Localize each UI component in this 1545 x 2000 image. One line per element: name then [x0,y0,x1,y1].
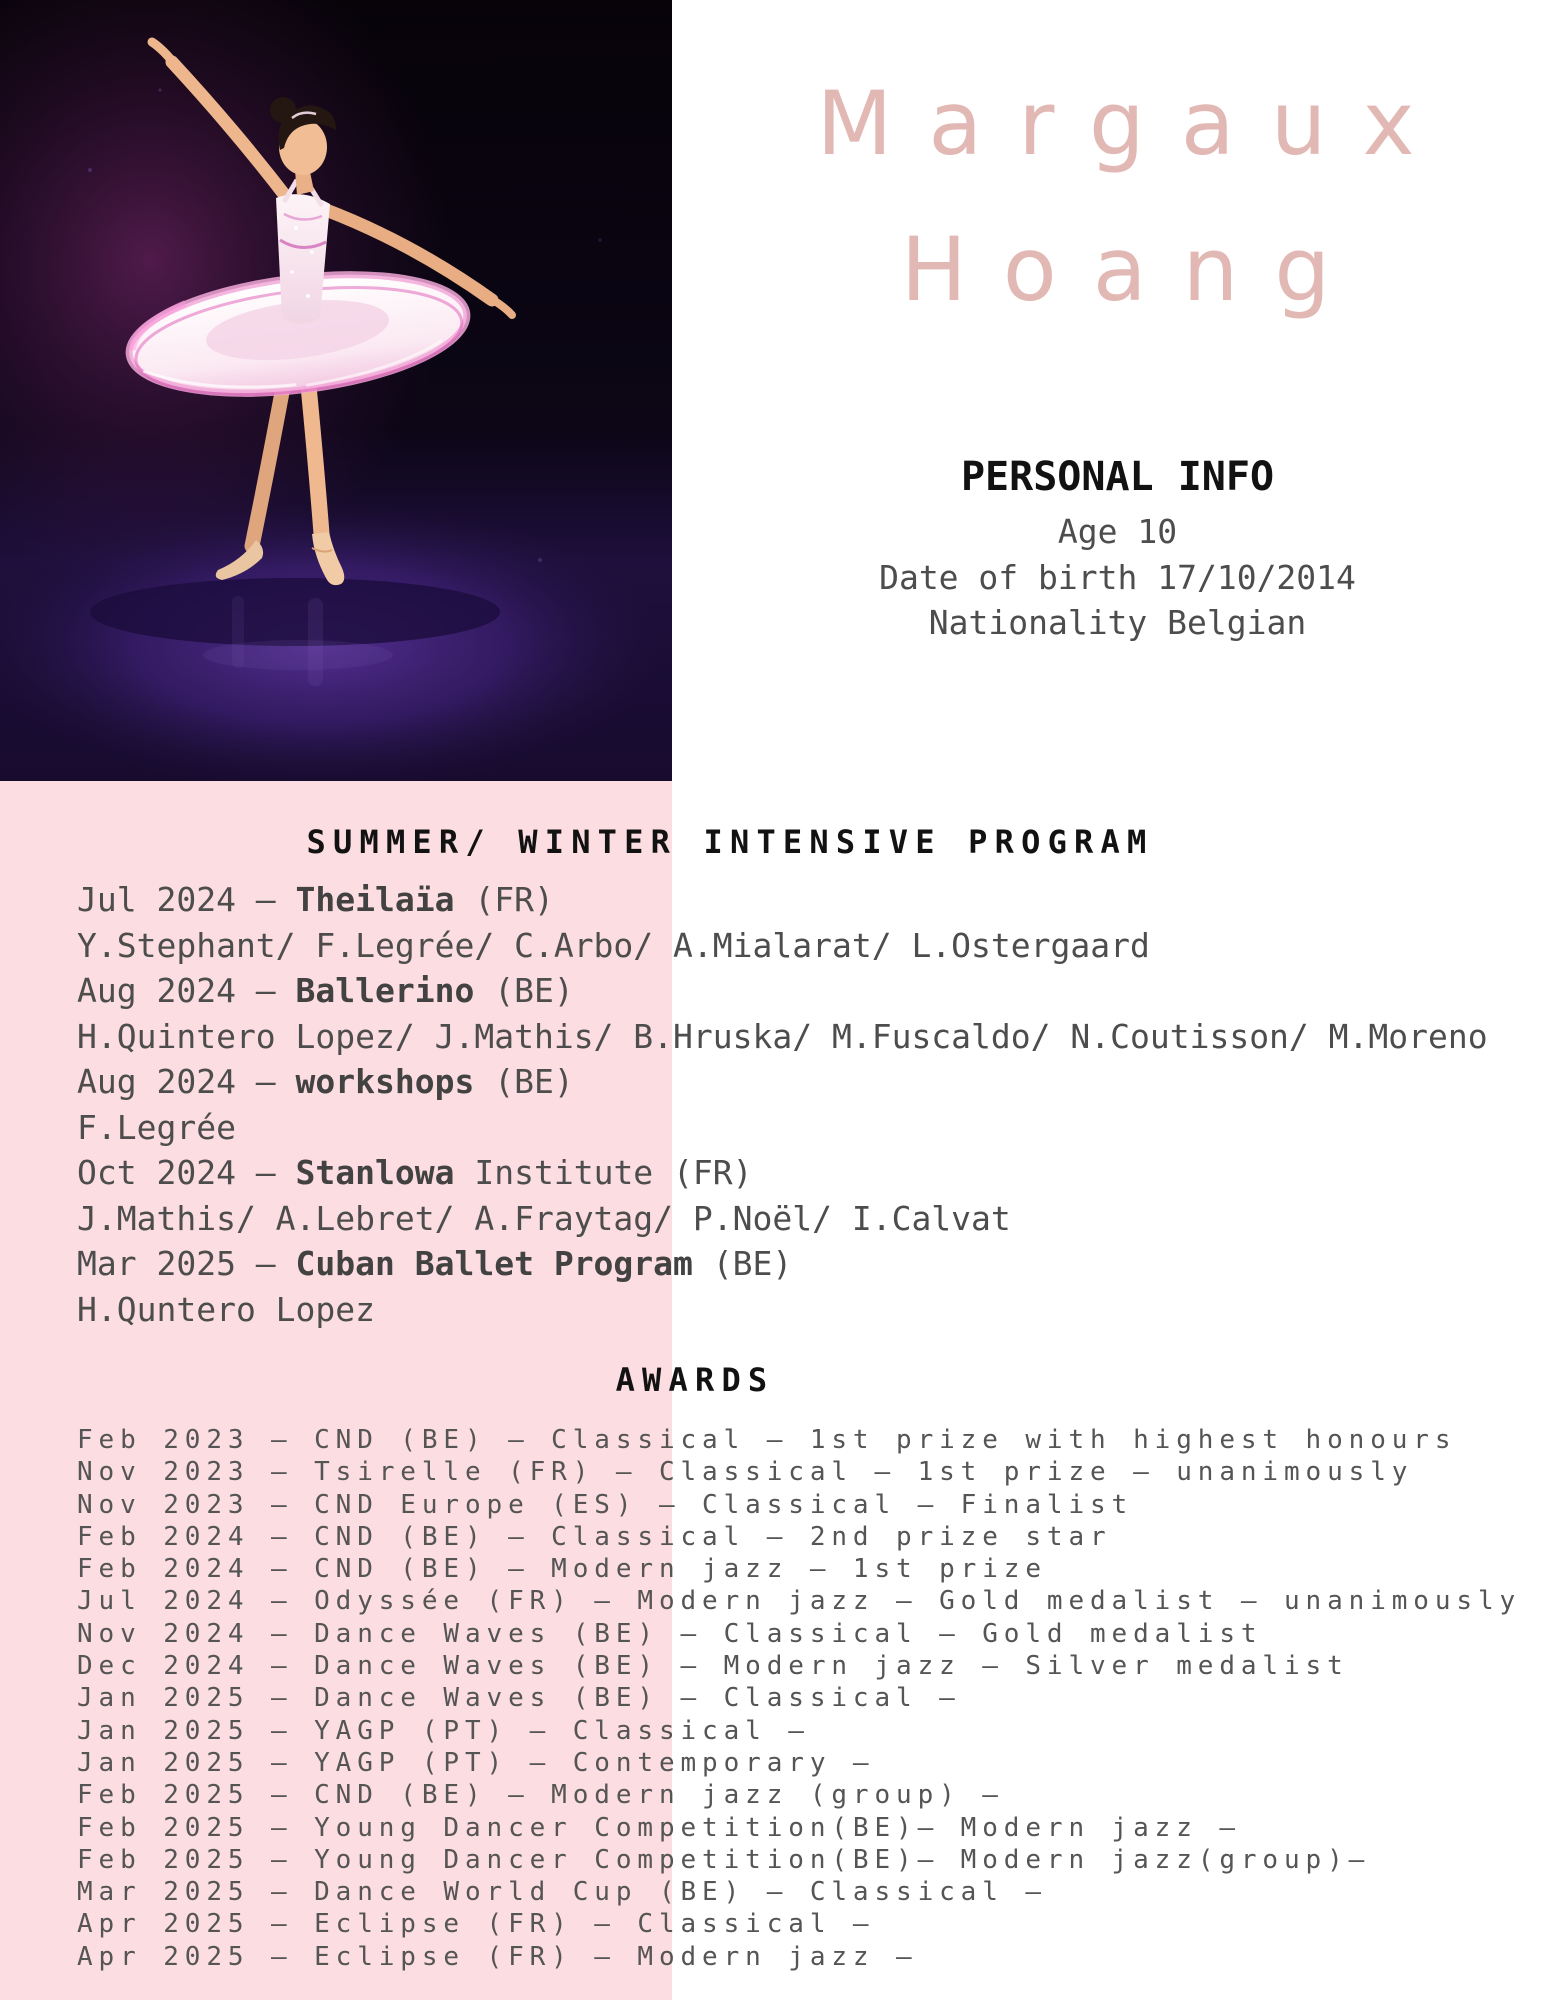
program-teachers: H.Quintero Lopez/ J.Mathis/ B.Hruska/ M.Fuscaldo/ N.Coutisson/ M.Moreno [77,1016,1488,1056]
ballerina-photo [0,0,672,781]
award-entry: Feb 2025 – Young Dancer Competition(BE)– Modern jazz – [77,1812,1241,1843]
program-entry: Oct 2024 – Stanlowa Institute (FR) [77,1153,753,1192]
award-entry: Mar 2025 – Dance World Cup (BE) – Classical – [77,1877,1047,1908]
program-list [77,877,1497,1332]
awards-list [77,1424,1537,1973]
award-entry: Jan 2025 – YAGP (PT) – Contemporary – [77,1747,875,1778]
ballerina-photo-art [0,0,672,781]
award-entry: Jan 2025 – Dance Waves (BE) – Classical – [77,1683,961,1714]
award-entry: Jan 2025 – YAGP (PT) – Classical – [77,1715,810,1746]
title-last-name: Hoang [900,218,1367,321]
program-entry: Mar 2025 – Cuban Ballet Program (BE) [77,1244,793,1283]
award-entry: Nov 2023 – Tsirelle (FR) – Classical – 1st prize – unanimously [77,1457,1414,1488]
award-entry: Nov 2024 – Dance Waves (BE) – Classical – Gold medalist [77,1618,1263,1649]
program-teachers: J.Mathis/ A.Lebret/ A.Fraytag/ P.Noël/ I.Calvat [77,1198,1011,1238]
program-teachers: H.Quntero Lopez [77,1289,376,1329]
program-teachers: Y.Stephant/ F.Legrée/ C.Arbo/ A.Mialarat/ L.Ostergaard [77,925,1150,965]
award-entry: Apr 2025 – Eclipse (FR) – Modern jazz – [77,1941,918,1972]
program-entry: Aug 2024 – Ballerino (BE) [77,971,574,1010]
awards-section-heading: AWARDS [615,1361,775,1399]
program-entry: Jul 2024 – Theilaïa (FR) [77,880,554,919]
program-entry: Aug 2024 – workshops (BE) [77,1062,574,1101]
personal-info-heading: PERSONAL INFO [960,454,1275,500]
program-section-heading: SUMMER/ WINTER INTENSIVE PROGRAM [306,823,1154,861]
award-entry: Feb 2024 – CND (BE) – Modern jazz – 1st prize [77,1554,1047,1585]
title-first-name: Margaux [816,72,1451,175]
award-entry: Apr 2025 – Eclipse (FR) – Classical – [77,1909,875,1940]
award-entry: Feb 2024 – CND (BE) – Classical – 2nd prize star [77,1521,1112,1552]
nationality-line: Nationality Belgian [928,603,1307,642]
award-entry: Feb 2025 – CND (BE) – Modern jazz (group) – [77,1780,1004,1811]
program-teachers: F.Legrée [77,1107,236,1147]
award-entry: Nov 2023 – CND Europe (ES) – Classical – Finalist [77,1489,1134,1520]
age-line: Age 10 [1057,512,1178,551]
award-entry: Dec 2024 – Dance Waves (BE) – Modern jazz – Silver medalist [77,1651,1349,1682]
award-entry: Jul 2024 – Odyssée (FR) – Modern jazz – Gold medalist – unanimously [77,1586,1522,1617]
birthdate-line: Date of birth 17/10/2014 [879,557,1356,597]
page-title [672,51,1545,343]
award-entry: Feb 2025 – Young Dancer Competition(BE)– Modern jazz(group)– [77,1844,1371,1875]
personal-info-section [672,455,1545,646]
personal-info-lines [690,509,1545,646]
award-entry: Feb 2023 – CND (BE) – Classical – 1st prize with highest honours [77,1425,1457,1455]
